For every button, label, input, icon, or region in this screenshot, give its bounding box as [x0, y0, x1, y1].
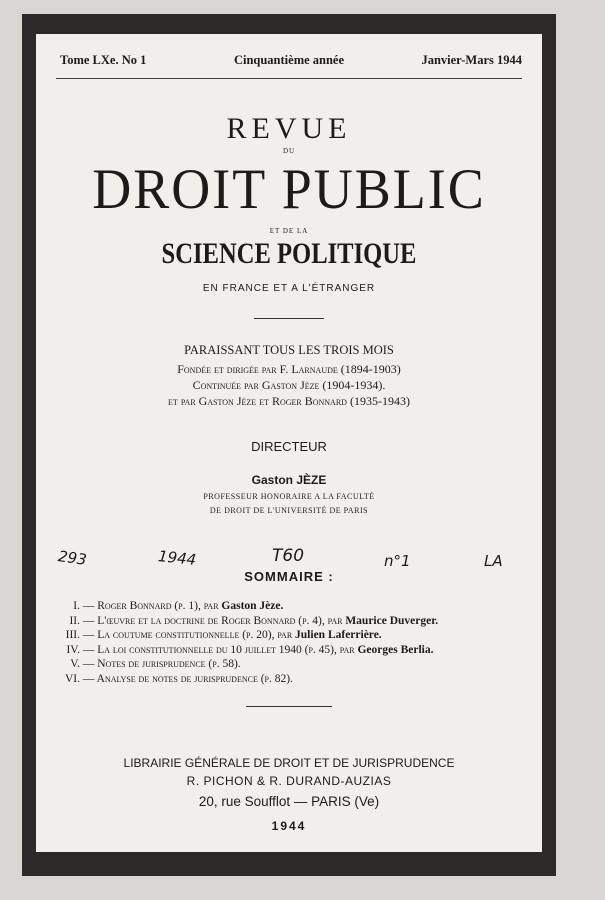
item-number: II.	[69, 614, 80, 627]
handwritten-note-d: n°1	[384, 552, 411, 570]
handwritten-note-a: 293	[56, 547, 88, 569]
sommaire-heading: SOMMAIRE :	[244, 569, 334, 584]
handwritten-note-b: 1944	[157, 547, 198, 569]
sommaire-item	[56, 672, 438, 687]
continued-by-2: et par Gaston Jèze et Roger Bonnard (1935-1943)	[168, 394, 410, 408]
title-droit-public: DROIT PUBLIC	[92, 157, 486, 221]
item-text: — La loi constitutionnelle du 10 juillet 1940 (p. 45), par	[82, 643, 355, 656]
director-name: Gaston JÈZE	[251, 473, 327, 487]
title-et-de-la: ET DE LA	[269, 227, 309, 235]
item-text: — La coutume constitutionnelle (p. 20), par	[82, 629, 293, 642]
continued-by: Continuée par Gaston Jèze (1904-1934).	[192, 378, 386, 392]
item-author: Georges Berlia.	[357, 643, 434, 656]
cover-page	[36, 34, 542, 852]
divider-2	[246, 706, 332, 707]
divider-1	[254, 318, 324, 319]
publication-year: 1944	[271, 819, 307, 833]
director-heading: DIRECTEUR	[251, 439, 327, 454]
item-number: IV.	[66, 643, 80, 656]
sommaire-item	[56, 657, 438, 672]
sommaire-list	[56, 599, 438, 687]
sommaire-item	[56, 628, 438, 643]
handwritten-note-c: T60	[272, 546, 305, 566]
item-text: — Analyse de notes de jurisprudence (p. 82).	[82, 672, 293, 685]
title-revue: REVUE	[226, 112, 352, 145]
founded-by: Fondée et dirigée par F. Larnaude (1894-1903)	[177, 362, 401, 376]
publisher-owners: R. PICHON & R. DURAND-AUZIAS	[186, 774, 392, 788]
sommaire-item	[56, 599, 438, 614]
item-number: III.	[65, 629, 80, 642]
item-author: Julien Laferrière.	[295, 629, 382, 642]
issue-date: Janvier-Mars 1944	[421, 53, 522, 67]
sommaire-item	[56, 614, 438, 629]
item-number: V.	[70, 658, 80, 671]
item-text: — Roger Bonnard (p. 1), par	[82, 600, 219, 612]
handwritten-note-e: LA	[484, 552, 503, 570]
edition-year: Cinquantième année	[233, 53, 345, 67]
publication-frequency: PARAISSANT TOUS LES TROIS MOIS	[184, 343, 394, 357]
item-text: — L'œuvre et la doctrine de Roger Bonnard (p. 4), par	[82, 614, 343, 627]
publisher-address: 20, rue Soufflot — PARIS (Ve)	[198, 794, 380, 809]
item-author: Gaston Jèze.	[221, 600, 284, 612]
sommaire-item	[56, 643, 438, 658]
title-en-france: EN FRANCE ET A L'ÉTRANGER	[202, 283, 376, 294]
item-number: I.	[73, 600, 80, 612]
title-science-politique: SCIENCE POLITIQUE	[161, 237, 417, 270]
header-rule	[56, 78, 522, 79]
publisher-name: LIBRAIRIE GÉNÉRALE DE DROIT ET DE JURISPRUDENCE	[123, 756, 455, 770]
item-author: Maurice Duverger.	[345, 614, 439, 627]
item-text: — Notes de jurisprudence (p. 58).	[82, 658, 241, 671]
title-du: DU	[282, 147, 296, 155]
director-title-2: DE DROIT DE L'UNIVERSITÉ DE PARIS	[209, 506, 369, 515]
volume-number: Tome LXe. No 1	[60, 53, 147, 67]
director-title-1: PROFESSEUR HONORAIRE A LA FACULTÉ	[203, 492, 375, 501]
item-number: VI.	[64, 672, 80, 685]
